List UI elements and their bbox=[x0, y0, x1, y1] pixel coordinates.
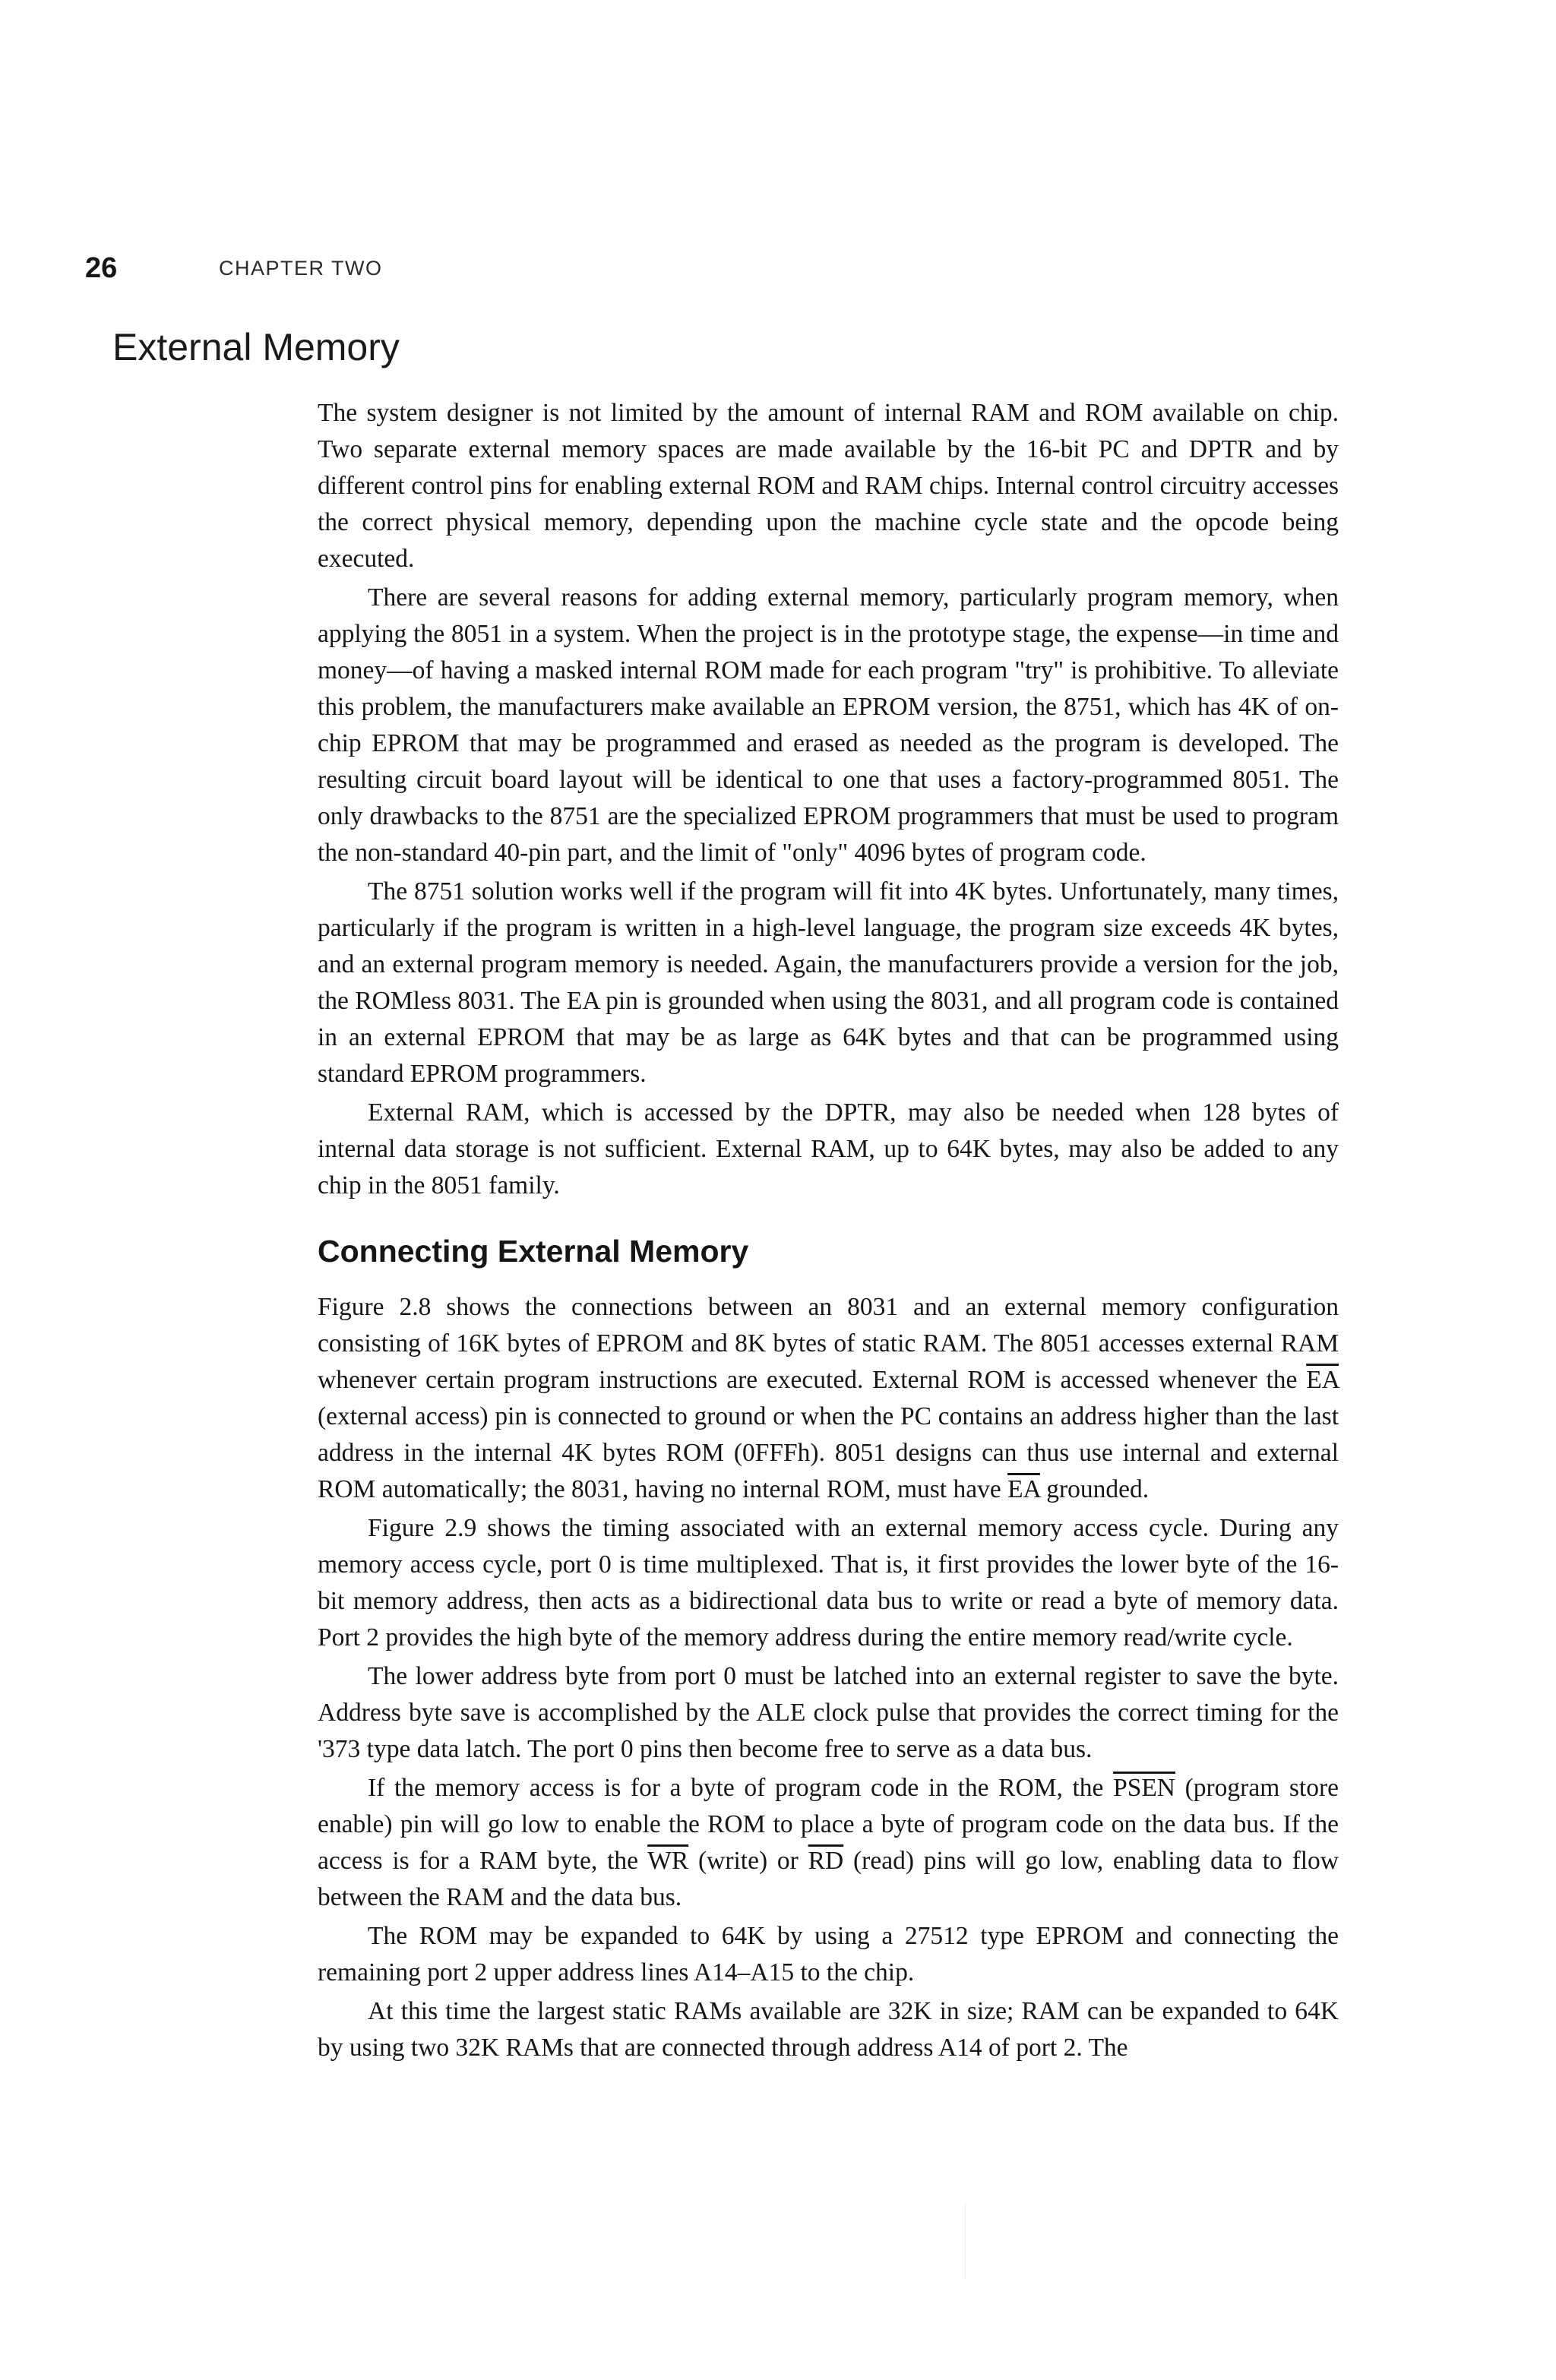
paragraph: Figure 2.9 shows the timing associated with an external memory access cycle. During any memory access cycle, port 0 is time multiplexed. That is, it first provides the lower byte of the 16-bit memory address, then acts as a bidirectional data bus to write or read a byte of memory data. Port 2 provides the high byte of the memory address during the entire memory read/write cycle. bbox=[318, 1514, 1339, 1651]
paragraph: External RAM, which is accessed by the DPTR, may also be needed when 128 bytes of internal data storage is not sufficient. External RAM, up to 64K bytes, may also be added to any chip in the 8051 family. bbox=[318, 1098, 1339, 1199]
paragraph: There are several reasons for adding external memory, particularly program memory, when applying the 8051 in a system. When the project is in the prototype stage, the expense—in time and money—of having a masked internal ROM made for each program "try" is prohibitive. To alleviate this problem, the manufacturers make available an EPROM version, the 8751, which has 4K of on-chip EPROM that may be programmed and erased as needed as the program is developed. The resulting circuit board layout will be identical to one that uses a factory-programmed 8051. The only drawbacks to the 8751 are the specialized EPROM programmers that must be used to program the non-standard 40-pin part, and the limit of "only" 4096 bytes of program code. bbox=[318, 583, 1339, 867]
paragraph bbox=[318, 1770, 1339, 1916]
paragraph: The 8751 solution works well if the program will fit into 4K bytes. Unfortunately, many times, particularly if the program is written in a high-level language, the program size exceeds 4K bytes, and an external program memory is needed. Again, the manufacturers provide a version for the job, the ROMless 8031. The EA pin is grounded when using the 8031, and all program code is contained in an external EPROM that may be as large as 64K bytes and that can be programmed using standard EPROM programmers. bbox=[318, 877, 1339, 1088]
section-title: External Memory bbox=[112, 326, 400, 368]
signal-ea: $\overline{EA}$ bbox=[1007, 1475, 1040, 1503]
text-run: (write) or bbox=[688, 1847, 808, 1875]
paragraph bbox=[318, 1289, 1339, 1508]
paragraph: The lower address byte from port 0 must be latched into an external register to save the byte. Address byte save is accomplished by the ALE clock pulse that provides the correct timing for the '373 type data latch. The port 0 pins then become free to serve as a data bus. bbox=[318, 1662, 1339, 1763]
text-run: (read) pins will go low, enabling data to flow between the RAM and the data bus. bbox=[318, 1847, 1339, 1911]
text-run: (external access) pin is connected to ground or when the PC contains an address higher than the last address in the internal 4K bytes ROM (0FFFh). 8051 designs can thus use internal and external ROM automatically; the 8031, having no internal ROM, must have bbox=[318, 1402, 1339, 1503]
signal-wr: $\overline{WR}$ bbox=[647, 1847, 689, 1875]
paragraph: At this time the largest static RAMs available are 32K in size; RAM can be expanded to 64K by using two 32K RAMs that are connected through address A14 of port 2. The bbox=[318, 1997, 1339, 2062]
body-column bbox=[318, 395, 1339, 2069]
text-run: (program store enable) pin will go low to enable the ROM to place a byte of program code on the data bus. If the access is for a RAM byte, the bbox=[318, 1774, 1339, 1875]
subsection-title: Connecting External Memory bbox=[318, 1234, 749, 1269]
text-run: Figure 2.8 shows the connections between an 8031 and an external memory configuration consisting of 16K bytes of EPROM and 8K bytes of static RAM. The 8051 accesses external RAM whenever certain program instructions are executed. External ROM is accessed whenever the bbox=[318, 1293, 1339, 1394]
paragraph: The ROM may be expanded to 64K by using a 27512 type EPROM and connecting the remaining port 2 upper address lines A14–A15 to the chip. bbox=[318, 1922, 1339, 1986]
scan-artifact-line bbox=[965, 2203, 966, 2279]
running-head bbox=[85, 242, 383, 295]
signal-ea: $\overline{EA}$ bbox=[1306, 1366, 1339, 1394]
paragraph: The system designer is not limited by the amount of internal RAM and ROM available on chip. Two separate external memory spaces are made available by the 16-bit PC and DPTR and by different control pins for enabling external ROM and RAM chips. Internal control circuitry accesses the correct physical memory, depending upon the machine cycle state and the opcode being executed. bbox=[318, 399, 1339, 573]
text-run: grounded. bbox=[1039, 1475, 1150, 1503]
signal-psen: PSEN bbox=[1113, 1774, 1175, 1802]
chapter-label: CHAPTER TWO bbox=[219, 256, 383, 280]
signal-rd: $\overline{RD}$ bbox=[808, 1847, 844, 1875]
page-number: 26 bbox=[85, 251, 118, 284]
text-run: If the memory access is for a byte of program code in the ROM, the bbox=[368, 1774, 1114, 1802]
